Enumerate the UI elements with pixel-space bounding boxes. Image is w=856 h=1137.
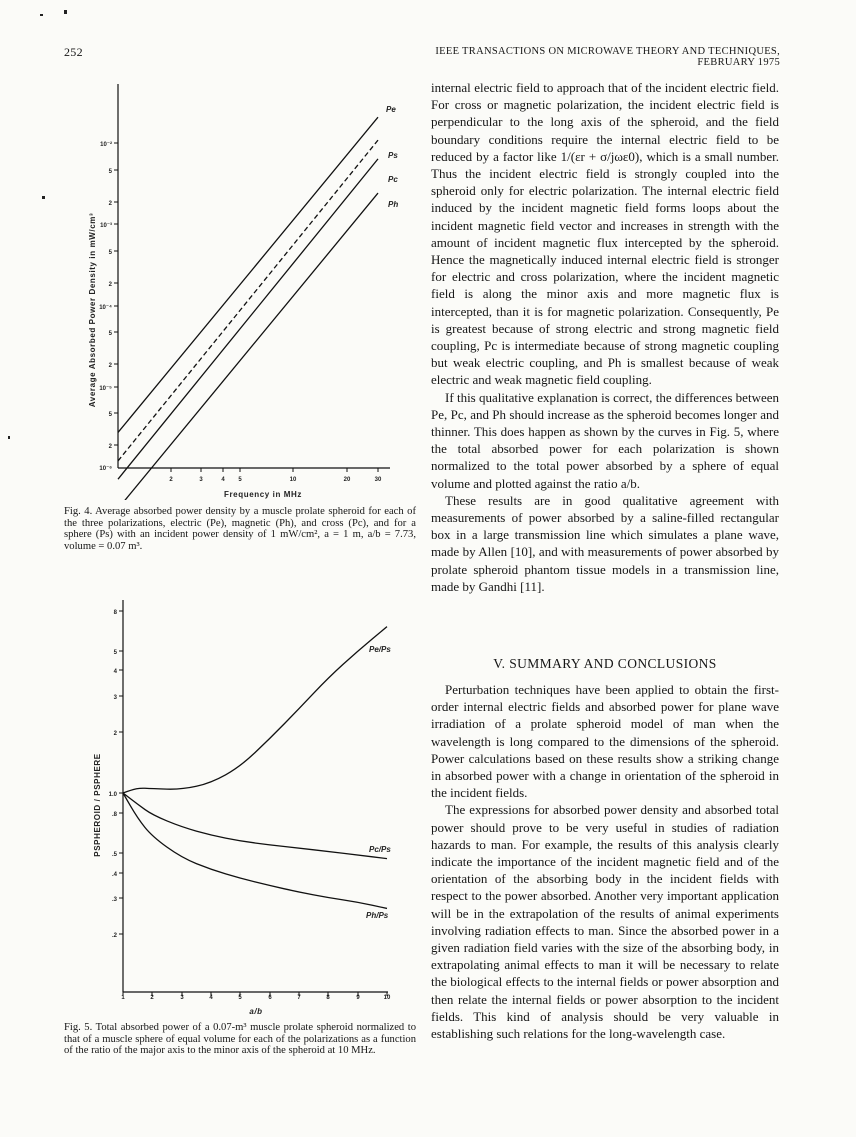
fig5-xtick: 2 — [150, 995, 154, 1001]
body-text-upper — [431, 79, 779, 595]
fig4-xtick: 10 — [289, 477, 297, 483]
fig5-curve-label-pe: Pe/Ps — [369, 645, 391, 654]
scan-speck — [40, 14, 43, 16]
fig4-series-pe — [118, 117, 378, 432]
fig4-series-ph — [118, 193, 378, 500]
fig5-ytick: .4 — [111, 872, 117, 878]
fig4-ytick: 10⁻² — [100, 142, 112, 148]
paragraph: The expressions for absorbed power density and absorbed total power should prove to be very useful in studies of radiation hazards to man. For example, the results of this analysis clearly indicate the importance of the incident magnetic field and of the orientation of the absorbing body in the incident fields with respect to the power absorbed. Another very important application will be in the extrapolation of the results of animal experiments involving radiation effects to man. Since the absorbed power in a given radiation field varies with the size of the absorbing body, in extrapolating animal effects to man it will be necessary to relate the biological effects to the internal fields or power absorption and then relate the internal fields or power absorption to the incident fields. This kind of analysis should be very valuable in establishing such relations for the long-wavelength case. — [431, 802, 779, 1042]
fig4-curves — [118, 117, 378, 500]
fig5-series-pe-ps — [123, 627, 387, 793]
fig5-curve-label-ph: Ph/Ps — [366, 911, 389, 920]
fig4-y-label: Average Absorbed Power Density in mW/cm³ — [88, 212, 97, 408]
fig5-xtick: 6 — [268, 995, 272, 1001]
fig5-ytick: 8 — [113, 610, 117, 616]
fig5-curves — [123, 627, 387, 909]
fig4-x-label: Frequency in MHz — [223, 490, 303, 499]
fig5-xtick: 5 — [238, 995, 242, 1001]
fig5-xtick: 10 — [383, 995, 391, 1001]
fig5-xtick: 7 — [297, 995, 301, 1001]
fig5-y-label: PSPHEROID / PSPHERE — [93, 753, 102, 857]
fig5-caption: Fig. 5. Total absorbed power of a 0.07-m³ muscle prolate spheroid normalized to that of a muscle sphere of equal volume for each of the polarizations as a function of the ratio of the major axis to the minor axis of the spheroid at 10 MHz. — [64, 1022, 416, 1057]
fig4-xtick: 30 — [374, 477, 382, 483]
fig5-series-ph-ps — [123, 793, 387, 908]
paragraph: These results are in good qualitative agreement with measurements of power absorbed by a saline-filled rectangular box in a large transmission line which simulates a plane wave, made by Allen [10], and with measurements of power absorbed by prolate spheroid phantom tissue models in a transmission line, made by Gandhi [11]. — [431, 492, 779, 594]
paragraph: If this qualitative explanation is correct, the differences between Pe, Pc, and Ph should increase as the spheroid becomes longer and thinner. This does happen as shown by the curves in Fig. 5, where the total absorbed power for each polarization is shown normalized to the total power absorbed by a sphere of equal volume and plotted against the ratio a/b. — [431, 389, 779, 491]
fig5-x-label: a/b — [249, 1007, 263, 1016]
fig5-chart — [60, 590, 410, 1020]
fig4-ytick: 10⁻⁶ — [99, 466, 112, 472]
body-text-lower — [431, 681, 779, 1042]
fig5-xtick: 9 — [356, 995, 360, 1001]
fig4-ytick: 2 — [108, 282, 112, 288]
scan-speck — [8, 436, 10, 439]
fig4-curve-label-ps: Ps — [388, 151, 398, 160]
fig5-ytick: 2 — [113, 731, 117, 737]
fig4-ytick: 10⁻⁴ — [99, 305, 112, 311]
fig4-ytick: 5 — [108, 169, 112, 175]
fig4-series-ps — [118, 140, 378, 461]
fig5-ytick: .5 — [111, 852, 117, 858]
fig5-ytick: .3 — [111, 897, 117, 903]
fig4-ytick: 10⁻³ — [100, 223, 112, 229]
fig5-ytick: 1.0 — [108, 792, 117, 798]
fig4-xtick: 2 — [169, 477, 173, 483]
fig4-xtick: 4 — [221, 477, 225, 483]
fig4-ytick: 2 — [108, 201, 112, 207]
page-number: 252 — [64, 45, 83, 59]
fig5-ytick: 5 — [113, 650, 117, 656]
fig4-ytick: 2 — [108, 363, 112, 369]
fig5-xtick: 1 — [121, 995, 125, 1001]
fig4-series-pc — [118, 159, 378, 479]
fig5-ytick: .8 — [111, 812, 117, 818]
fig4-ytick: 5 — [108, 331, 112, 337]
fig4-ytick: 5 — [108, 412, 112, 418]
fig4-ytick: 2 — [108, 444, 112, 450]
fig5-ytick: 4 — [113, 669, 117, 675]
section-heading: V. SUMMARY AND CONCLUSIONS — [493, 656, 717, 671]
fig4-ytick: 5 — [108, 250, 112, 256]
fig5-curve-label-pc: Pc/Ps — [369, 845, 391, 854]
fig5-xtick: 3 — [180, 995, 184, 1001]
fig4-curve-label-pe: Pe — [386, 105, 396, 114]
fig5-xtick: 8 — [326, 995, 330, 1001]
scan-speck — [64, 10, 67, 14]
fig4-caption: Fig. 4. Average absorbed power density by a muscle prolate spheroid for each of the three polarizations, electric (Pe), magnetic (Ph), and cross (Pc), and for a sphere (Ps) with an incident power density of 1 mW/cm², a = 1 m, a/b = 7.73, volume = 0.07 m³. — [64, 506, 416, 552]
fig4-chart — [60, 70, 410, 500]
fig4-xtick: 20 — [343, 477, 351, 483]
fig5-xtick: 4 — [209, 995, 213, 1001]
fig5-ytick: .2 — [111, 933, 117, 939]
fig5-series-pc-ps — [123, 793, 387, 859]
fig4-ytick: 10⁻⁵ — [99, 386, 112, 392]
fig4-curve-label-pc: Pc — [388, 175, 398, 184]
fig5-ytick: 3 — [113, 695, 117, 701]
fig4-xtick: 3 — [199, 477, 203, 483]
paragraph: Perturbation techniques have been applied to obtain the first-order internal electric fields and absorbed power for plane wave irradiation of a prolate spheroid model of man when the wavelength is long compared to the dimensions of the spheroid. Power calculations based on these results show a striking change in absorbed power with a change in orientation of the spheroid in the incident fields. — [431, 682, 779, 801]
fig4-curve-label-ph: Ph — [388, 200, 399, 209]
paragraph: internal electric field to approach that of the incident electric field. For cross or magnetic polarization, the incident electric field is perpendicular to the long axis of the spheroid, and the field boundary conditions require the internal electric field to be reduced by a factor like 1/(εr + σ/jωε0), which is a small number. Thus the incident electric field is strongly coupled into the spheroid only for electric polarization. The internal electric field induced by the incident magnetic field forms loops about the incident magnetic field vector and increases in strength with the amount of incident magnetic flux intercepted by the spheroid. Hence the magnetically induced internal electric field is stronger for electric and cross polarization, where the incident magnetic field is along the minor axis and more magnetic flux is intercepted, than it is for magnetic polarization. Consequently, Pe is greatest because of strong electric and strong magnetic field coupling, Pc is intermediate because of strong magnetic coupling but weak electric coupling, and Ph is smallest because of weak electric and weak magnetic field coupling. — [431, 80, 779, 388]
scan-speck — [42, 196, 45, 199]
fig4-xtick: 5 — [238, 477, 242, 483]
running-header: IEEE TRANSACTIONS ON MICROWAVE THEORY AND TECHNIQUES, FEBRUARY 1975 — [435, 46, 780, 68]
